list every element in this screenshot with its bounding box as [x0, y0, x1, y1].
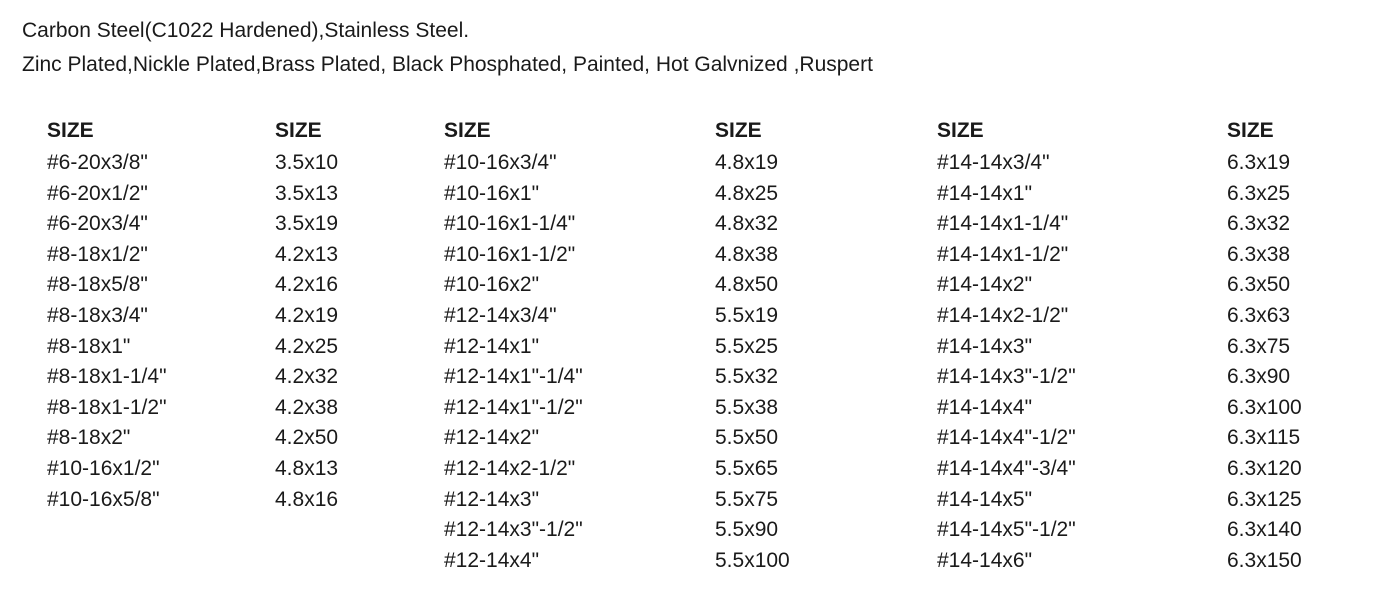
size-value: 5.5x19 [715, 303, 779, 327]
size-value: #14-14x3" [937, 334, 1033, 358]
size-value: #12-14x1"-1/4" [444, 365, 583, 389]
size-column [275, 118, 338, 515]
size-value: #6-20x1/2" [47, 181, 148, 205]
size-value: 5.5x65 [715, 456, 779, 480]
size-value: #8-18x3/4" [47, 303, 148, 327]
size-column-header: SIZE [444, 119, 491, 142]
size-value: #14-14x1-1/4" [937, 212, 1069, 236]
size-value: #14-14x4" [937, 395, 1033, 419]
size-value: 6.3x25 [1227, 181, 1291, 205]
size-value: 5.5x32 [715, 365, 779, 389]
size-value: #10-16x1/2" [47, 456, 160, 480]
size-value: #6-20x3/8" [47, 151, 148, 174]
size-value: 6.3x32 [1227, 212, 1291, 236]
size-value: #14-14x2" [937, 273, 1033, 297]
size-value: #8-18x1/2" [47, 242, 148, 266]
size-value: 6.3x38 [1227, 242, 1291, 266]
size-value: #14-14x6" [937, 548, 1033, 572]
size-value: 6.3x100 [1227, 395, 1302, 419]
size-value: 4.8x13 [275, 456, 339, 480]
size-value: #14-14x5" [937, 487, 1033, 511]
size-value: 5.5x75 [715, 487, 779, 511]
size-value: 6.3x140 [1227, 518, 1302, 542]
size-value: #8-18x5/8" [47, 273, 148, 297]
size-value: 6.3x19 [1227, 151, 1291, 174]
size-value: 4.8x25 [715, 181, 779, 205]
size-value: 4.8x38 [715, 242, 779, 266]
size-value: #10-16x1-1/4" [444, 212, 576, 236]
size-value: #14-14x3/4" [937, 151, 1050, 174]
size-value: 6.3x63 [1227, 303, 1291, 327]
size-value: 4.2x50 [275, 426, 339, 450]
size-value: 4.2x16 [275, 273, 339, 297]
size-value: #14-14x1" [937, 181, 1033, 205]
size-value: #12-14x1" [444, 334, 540, 358]
size-list [1227, 148, 1302, 576]
size-column-header: SIZE [275, 119, 322, 142]
size-value: #10-16x3/4" [444, 151, 557, 174]
size-value: 4.8x32 [715, 212, 779, 236]
size-value: #10-16x1-1/2" [444, 242, 576, 266]
size-value: #14-14x1-1/2" [937, 242, 1069, 266]
size-value: #12-14x3" [444, 487, 540, 511]
size-column [937, 118, 1076, 576]
size-column [715, 118, 790, 576]
size-column-header: SIZE [1227, 119, 1274, 142]
size-value: 3.5x13 [275, 181, 339, 205]
size-value: 4.2x13 [275, 242, 339, 266]
size-value: 4.2x32 [275, 365, 339, 389]
material-description: Carbon Steel(C1022 Hardened),Stainless Steel. [22, 19, 470, 42]
size-value: #12-14x2-1/2" [444, 456, 576, 480]
size-value: 5.5x25 [715, 334, 779, 358]
size-value: 4.2x25 [275, 334, 339, 358]
size-value: #8-18x1-1/4" [47, 365, 167, 389]
size-value: 6.3x150 [1227, 548, 1302, 572]
size-column [1227, 118, 1302, 576]
size-value: #12-14x4" [444, 548, 540, 572]
size-value: 4.8x19 [715, 151, 779, 174]
size-list [715, 148, 790, 576]
size-value: 3.5x19 [275, 212, 339, 236]
size-column-header: SIZE [937, 119, 984, 142]
size-value: 5.5x90 [715, 518, 779, 542]
size-column [47, 118, 167, 515]
size-value: #6-20x3/4" [47, 212, 148, 236]
size-value: #10-16x5/8" [47, 487, 160, 511]
size-value: #12-14x2" [444, 426, 540, 450]
size-list [47, 148, 167, 515]
size-value: #14-14x4"-1/2" [937, 426, 1076, 450]
size-value: #8-18x1" [47, 334, 131, 358]
size-list [275, 148, 338, 515]
size-value: #8-18x1-1/2" [47, 395, 167, 419]
size-value: #12-14x3/4" [444, 303, 557, 327]
size-value: 6.3x90 [1227, 365, 1291, 389]
size-value: #10-16x2" [444, 273, 540, 297]
finish-description: Zinc Plated,Nickle Plated,Brass Plated, Black Phosphated, Painted, Hot Galvnized ,Ruspert [22, 53, 873, 76]
size-value: 4.8x50 [715, 273, 779, 297]
size-value: 5.5x100 [715, 548, 790, 572]
size-value: #14-14x3"-1/2" [937, 365, 1076, 389]
size-value: 4.8x16 [275, 487, 339, 511]
size-value: 3.5x10 [275, 151, 339, 174]
size-list [444, 148, 583, 576]
size-column-header: SIZE [715, 119, 762, 142]
size-value: #14-14x2-1/2" [937, 303, 1069, 327]
size-value: #8-18x2" [47, 426, 131, 450]
size-value: 5.5x50 [715, 426, 779, 450]
size-value: 6.3x125 [1227, 487, 1302, 511]
size-value: #14-14x4"-3/4" [937, 456, 1076, 480]
size-column [444, 118, 583, 576]
size-value: 6.3x115 [1227, 426, 1301, 450]
size-value: 4.2x38 [275, 395, 339, 419]
size-value: 6.3x120 [1227, 456, 1302, 480]
size-value: 5.5x38 [715, 395, 779, 419]
size-value: #14-14x5"-1/2" [937, 518, 1076, 542]
size-value: #12-14x3"-1/2" [444, 518, 583, 542]
size-value: 6.3x75 [1227, 334, 1291, 358]
size-value: #10-16x1" [444, 181, 540, 205]
size-column-header: SIZE [47, 119, 94, 142]
size-value: #12-14x1"-1/2" [444, 395, 583, 419]
size-value: 6.3x50 [1227, 273, 1291, 297]
size-value: 4.2x19 [275, 303, 339, 327]
size-list [937, 148, 1076, 576]
